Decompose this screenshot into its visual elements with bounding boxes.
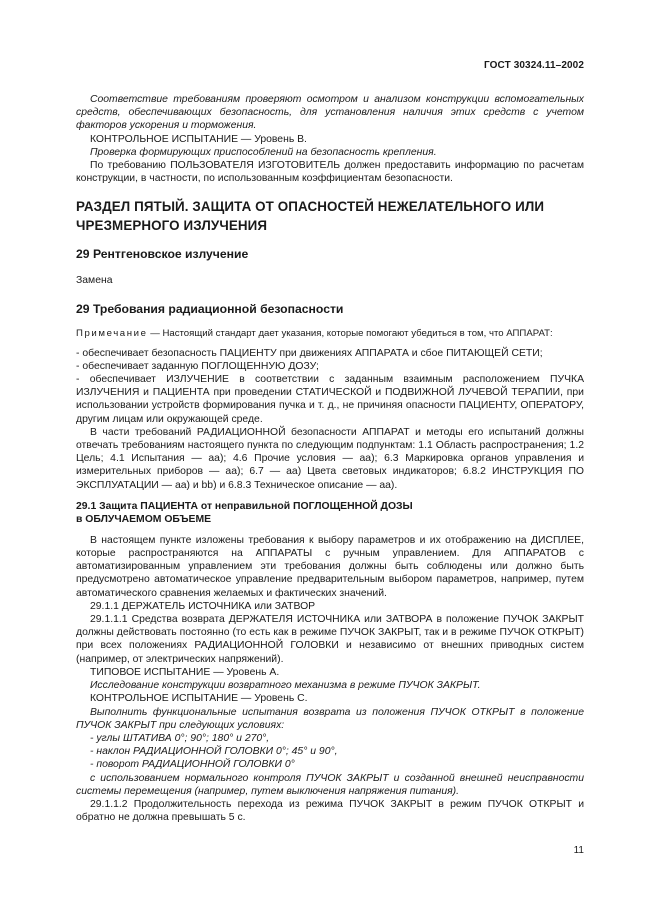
paragraph: 29.1.1.2 Продолжительность перехода из режима ПУЧОК ЗАКРЫТ в режим ПУЧОК ОТКРЫТ и обратно не должна превышать 5 с.	[76, 798, 584, 824]
subclause-heading	[76, 500, 584, 526]
clause-heading: 29 Требования радиационной безопасности	[76, 301, 344, 316]
list-item: - обеспечивает безопасность ПАЦИЕНТУ при движениях АППАРАТА и сбое ПИТАЮЩЕЙ СЕТИ;	[76, 347, 543, 359]
paragraph: В части требований РАДИАЦИОННОЙ безопасности АППАРАТ и методы его испытаний должны отвечать требованиям настоящего пункта по следующим подпунктам: 1.1 Область распространения; 1.2 Цель; 4.1 Испытания — аа); 4.6 Прочие условия — аа); 6.3 Маркировка органов управления и измерительных приборов — аа); 6.7 — аа) Цвета световых индикаторов; 6.8.2 ИНСТРУКЦИЯ ПО ЭКСПЛУАТАЦИИ — аа) и bb) и 6.8.3 Техническое описание — аа).	[76, 426, 584, 491]
section-title: РАЗДЕЛ ПЯТЫЙ. ЗАЩИТА ОТ ОПАСНОСТЕЙ НЕЖЕЛАТЕЛЬНОГО ИЛИ ЧРЕЗМЕРНОГО ИЗЛУЧЕНИЯ	[76, 199, 545, 234]
list-item: - обеспечивает ИЗЛУЧЕНИЕ в соответствии с заданным взаимным расположением ПУЧКА ИЗЛУЧЕНИЯ и ПАЦИЕНТА при проведении СТАТИЧЕСКОЙ и ПОДВИЖНОЙ ЛУЧЕВОЙ ТЕРАПИИ, при использовании устройств формирования пучка и т. д., не причиняя опасности ПАЦИЕНТУ, ОПЕРАТОРУ, другим лицам или окружающей среде.	[76, 374, 584, 425]
list-item: - углы ШТАТИВА 0°; 90°; 180° и 270°,	[90, 732, 270, 744]
paragraph: КОНТРОЛЬНОЕ ИСПЫТАНИЕ — Уровень С.	[90, 693, 308, 705]
paragraph: Выполнить функциональные испытания возврата из положения ПУЧОК ОТКРЫТ в положение ПУЧОК ЗАКРЫТ при следующих условиях:	[76, 706, 584, 731]
list-item: - поворот РАДИАЦИОННОЙ ГОЛОВКИ 0°	[90, 759, 295, 771]
page-number: 11	[573, 845, 584, 856]
list-item: - наклон РАДИАЦИОННОЙ ГОЛОВКИ 0°; 45° и 90°,	[90, 746, 338, 758]
paragraph: КОНТРОЛЬНОЕ ИСПЫТАНИЕ — Уровень В.	[90, 133, 307, 145]
paragraph: В настоящем пункте изложены требования к выбору параметров и их отображению на ДИСПЛЕЕ, которые распространяются на АППАРАТЫ с ручным управлением. Для АППАРАТОВ с автоматизированным управлением эти требования должны быть соблюдены или должно быть предусмотрено автоматическое управление предварительным выбором параметров, например, путем автоматического сравнения желаемых и фактических значений.	[76, 534, 584, 599]
subclause-heading-line: в ОБЛУЧАЕМОМ ОБЪЕМЕ	[76, 513, 212, 525]
paragraph: Замена	[76, 275, 113, 287]
paragraph: с использованием нормального контроля ПУЧОК ЗАКРЫТ и созданной внешней неисправности системы перемещения (например, путем выключения напряжения питания).	[76, 772, 584, 797]
note-label: Примечание	[76, 327, 148, 339]
paragraph: Проверка формирующих приспособлений на безопасность крепления.	[90, 146, 437, 158]
note	[76, 327, 584, 340]
note-text: — Настоящий стандарт дает указания, которые помогают убедиться в том, что АППАРАТ:	[147, 327, 553, 339]
paragraph: По требованию ПОЛЬЗОВАТЕЛЯ ИЗГОТОВИТЕЛЬ должен предоставить информацию по расчетам конструкции, в частности, по использованным коэффициентам безопасности.	[76, 160, 584, 185]
document-body	[76, 93, 584, 824]
clause-heading: 29 Рентгеновское излучение	[76, 247, 249, 262]
paragraph: Исследование конструкции возвратного механизма в режиме ПУЧОК ЗАКРЫТ.	[90, 680, 481, 692]
paragraph: 29.1.1.1 Средства возврата ДЕРЖАТЕЛЯ ИСТОЧНИКА или ЗАТВОРА в положение ПУЧОК ЗАКРЫТ должны действовать постоянно (то есть как в режиме ПУЧОК ЗАКРЫТ, так и в режиме ПУЧОК ОТКРЫТ) при всех положениях РАДИАЦИОННОЙ ГОЛОВКИ и независимо от внешних приводных систем (например, от электрических напряжений).	[76, 614, 584, 665]
list-item: - обеспечивает заданную ПОГЛОЩЕННУЮ ДОЗУ;	[76, 360, 319, 372]
document-header: ГОСТ 30324.11–2002	[484, 60, 584, 71]
paragraph: ТИПОВОЕ ИСПЫТАНИЕ — Уровень А.	[90, 666, 280, 678]
paragraph: Соответствие требованиям проверяют осмотром и анализом конструкции вспомогательных средств, обеспечивающих безопасность, для установления наличия этих средств с учетом факторов ускорения и торможения.	[76, 94, 584, 132]
paragraph: 29.1.1 ДЕРЖАТЕЛЬ ИСТОЧНИКА или ЗАТВОР	[90, 600, 316, 612]
subclause-heading-line: 29.1 Защита ПАЦИЕНТА от неправильной ПОГЛОЩЕННОЙ ДОЗЫ	[76, 500, 413, 512]
